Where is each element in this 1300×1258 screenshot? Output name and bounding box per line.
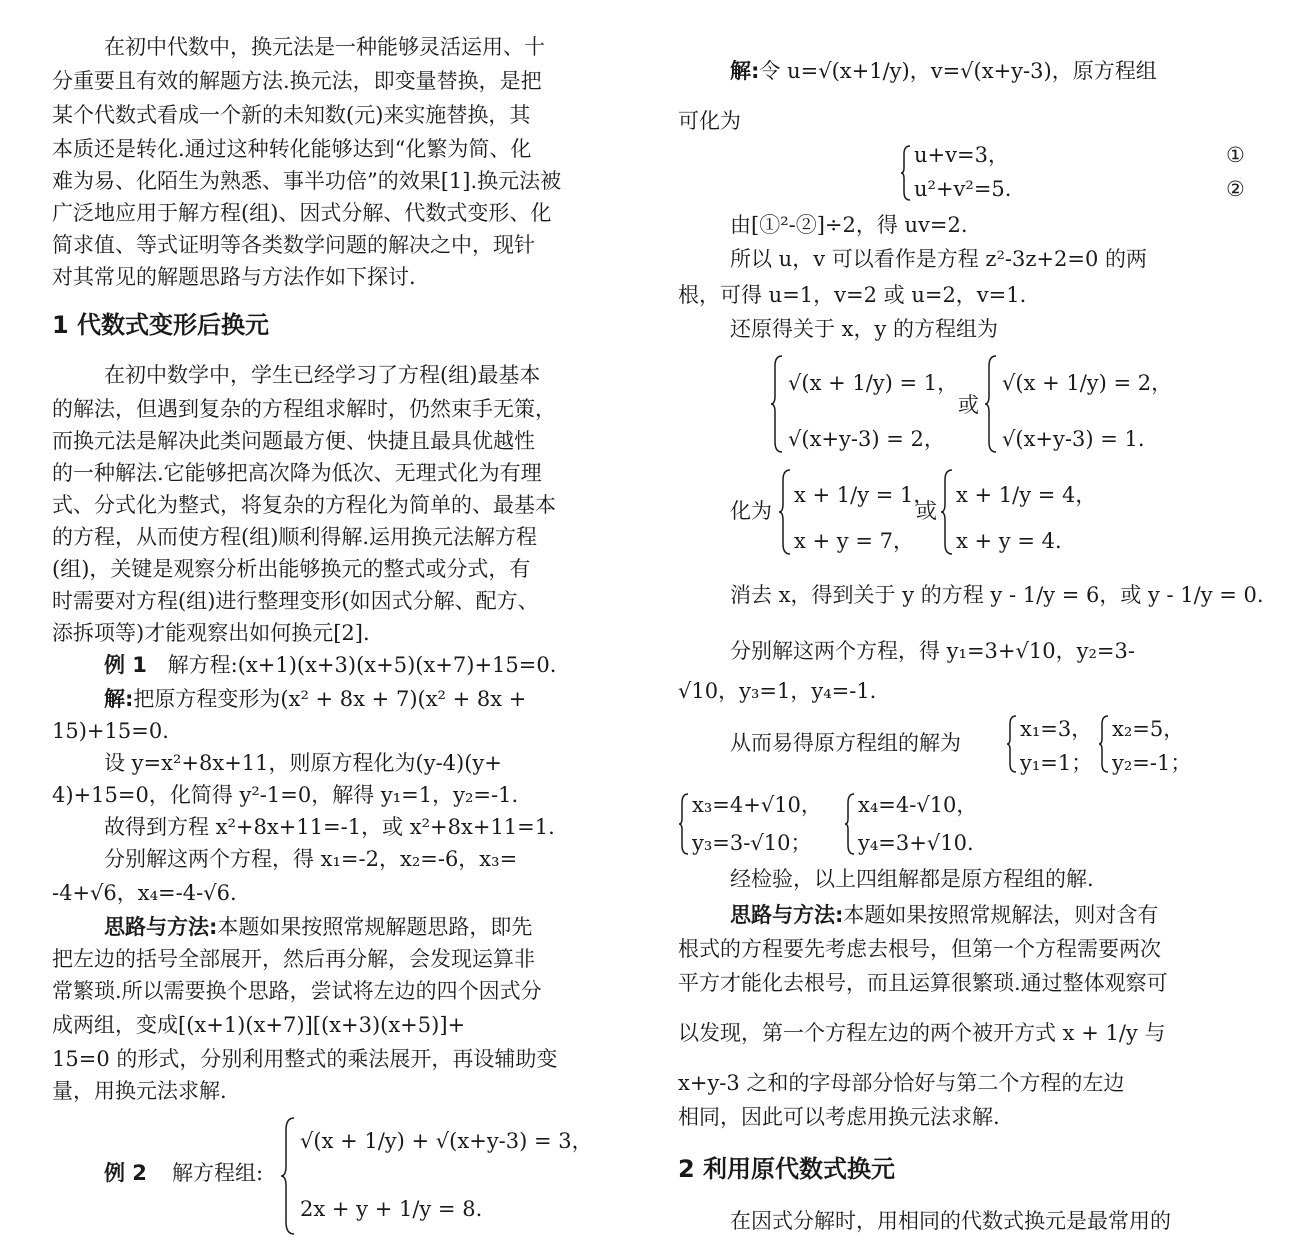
eliminate-line: 消去 x，得到关于 y 的方程 y - 1/y = 6，或 y - 1/y = 0. [730, 583, 1264, 607]
intro-line: 对其常见的解题思路与方法作如下探讨. [52, 265, 416, 289]
solution-1-line: 故得到方程 x²+8x+11=-1，或 x²+8x+11=1. [104, 815, 555, 839]
solve-line: √10，y₃=1，y₄=-1. [678, 679, 877, 703]
example-2-equation-2: 2x + y + 1/y = 8. [300, 1197, 483, 1221]
method-1-line: 成两组，变成[(x+1)(x+7)][(x+3)(x+5)]+ [52, 1013, 466, 1037]
example-2-equation-1: √(x + 1/y) + √(x+y-3) = 3， [300, 1129, 593, 1153]
solution-text: 令 u=√(x+1/y)，v=√(x+y-3)，原方程组 [759, 59, 1157, 83]
solution-y4: y₄=3+√10. [858, 831, 974, 855]
solution-x4: x₄=4-√10， [858, 793, 978, 817]
method-1-line: 把左边的括号全部展开，然后再分解，会发现运算非 [52, 947, 535, 971]
section-1-line: 式、分式化为整式，将复杂的方程化为简单的、最基本 [52, 493, 556, 517]
method-2-line: 平方才能化去根号，而且运算很繁琐.通过整体观察可 [678, 971, 1168, 995]
system-brace-icon [844, 792, 856, 856]
method-2-line: x+y-3 之和的字母部分恰好与第二个方程的左边 [678, 1071, 1125, 1095]
method-2-line [730, 902, 1158, 928]
case-3-equation-1: x + 1/y = 1， [794, 483, 935, 507]
method-2-line: 相同，因此可以考虑用换元法求解. [678, 1105, 1000, 1129]
or-label: 或 [916, 499, 937, 523]
intro-line: 难为易、化陌生为熟悉、事半功倍”的效果[1].换元法被 [52, 169, 562, 193]
method-1-line: 常繁琐.所以需要换个思路，尝试将左边的四个因式分 [52, 979, 542, 1003]
solution-x1: x₁=3， [1020, 717, 1093, 741]
example-2 [52, 1112, 630, 1242]
equation-number-2: ② [1226, 177, 1245, 201]
solution-y3: y₃=3-√10； [692, 831, 812, 855]
solution-label: 解: [730, 59, 760, 83]
uv-equation-1: u+v=3， [914, 143, 1009, 167]
case-1-equation-2: √(x+y-3) = 2， [788, 427, 945, 451]
derivation-line: 还原得关于 x，y 的方程组为 [730, 317, 999, 341]
system-brace-icon [1098, 714, 1110, 774]
case-1-equation-1: √(x + 1/y) = 1， [788, 371, 959, 395]
section-1-line: 时需要对方程(组)进行整理变形(如因式分解、配方、 [52, 589, 539, 613]
solution-1-line [104, 686, 526, 712]
section-1-line: 的方程，从而使方程(组)顺利得解.运用换元法解方程 [52, 525, 538, 549]
method-1-line [104, 914, 532, 940]
derivation-line: 所以 u，v 可以看作是方程 z²-3z+2=0 的两 [730, 247, 1148, 271]
intro-line: 简求值、等式证明等各类数学问题的解决之中，现针 [52, 233, 535, 257]
section-1-line: 添拆项等)才能观察出如何换元[2]. [52, 621, 370, 645]
intro-line: 在初中代数中，换元法是一种能够灵活运用、十 [104, 35, 545, 59]
section-1-line: 在初中数学中，学生已经学习了方程(组)最基本 [104, 363, 541, 387]
system-brace-icon [778, 468, 792, 556]
case-4-equation-1: x + 1/y = 4， [956, 483, 1097, 507]
system-brace-icon [900, 144, 912, 202]
solution-text: 把原方程变形为(x² + 8x + 7)(x² + 8x + [133, 687, 527, 711]
example-1-label: 例 1 [104, 653, 147, 677]
or-label: 或 [958, 393, 979, 417]
intro-line: 广泛地应用于解方程(组)、因式分解、代数式变形、化 [52, 201, 552, 225]
derivation-line: 根，可得 u=1，v=2 或 u=2，v=1. [678, 283, 1027, 307]
solution-1-line: 4)+15=0，化简得 y²-1=0，解得 y₁=1，y₂=-1. [52, 783, 519, 807]
solution-1-line: 15)+15=0. [52, 719, 169, 743]
method-2-line: 根式的方程要先考虑去根号，但第一个方程需要两次 [678, 937, 1161, 961]
solution-2-line [730, 58, 1157, 84]
method-2-line: 以发现，第一个方程左边的两个被开方式 x + 1/y 与 [678, 1021, 1166, 1045]
method-label: 思路与方法: [104, 915, 218, 939]
simplify-label: 化为 [730, 499, 772, 523]
solution-label: 解: [104, 687, 134, 711]
method-label: 思路与方法: [730, 903, 844, 927]
example-2-label: 例 2 [104, 1161, 147, 1185]
solution-x3: x₃=4+√10， [692, 793, 822, 817]
result-label: 从而易得原方程组的解为 [730, 731, 961, 755]
intro-line: 某个代数式看成一个新的未知数(元)来实施替换，其 [52, 103, 531, 127]
check-line: 经检验，以上四组解都是原方程组的解. [730, 867, 1094, 891]
system-brace-icon [770, 354, 784, 454]
method-text: 本题如果按照常规解题思路，即先 [217, 915, 533, 939]
system-brace-icon [984, 354, 998, 454]
result-row-1 [678, 712, 1256, 776]
intro-line: 分重要且有效的解题方法.换元法，即变量替换，是把 [52, 69, 542, 93]
solve-line: 分别解这两个方程，得 y₁=3+√10，y₂=3- [730, 639, 1135, 663]
simplified-systems [678, 466, 1256, 558]
uv-system [678, 140, 1256, 204]
section-2-line: 在因式分解时，用相同的代数式换元是最常用的 [730, 1209, 1171, 1233]
equation-number-1: ① [1226, 143, 1245, 167]
case-4-equation-2: x + y = 4. [956, 529, 1062, 553]
solution-x2: x₂=5， [1112, 717, 1185, 741]
solution-y2: y₂=-1； [1112, 751, 1192, 775]
result-row-2 [678, 790, 1256, 858]
system-brace-icon [280, 1116, 296, 1236]
solution-2-line: 可化为 [678, 109, 741, 133]
example-1-text: 解方程:(x+1)(x+3)(x+5)(x+7)+15=0. [167, 653, 557, 677]
case-2-equation-1: √(x + 1/y) = 2， [1002, 371, 1173, 395]
case-3-equation-2: x + y = 7， [794, 529, 914, 553]
example-1 [104, 652, 556, 678]
solution-1-line: 分别解这两个方程，得 x₁=-2，x₂=-6，x₃= [104, 847, 518, 871]
section-1-line: 的解法，但遇到复杂的方程组求解时，仍然束手无策， [52, 397, 556, 421]
system-brace-icon [678, 792, 690, 856]
section-2-heading: 2 利用原代数式换元 [678, 1155, 896, 1183]
section-1-line: (组)，关键是观察分析出能够换元的整式或分式，有 [52, 557, 531, 581]
section-1-heading: 1 代数式变形后换元 [52, 311, 270, 339]
uv-equation-2: u²+v²=5. [914, 177, 1012, 201]
section-1-line: 而换元法是解决此类问题最方便、快捷且最具优越性 [52, 429, 535, 453]
method-text: 本题如果按照常规解法，则对含有 [843, 903, 1159, 927]
method-1-line: 15=0 的形式，分别利用整式的乘法展开，再设辅助变 [52, 1047, 558, 1071]
method-1-line: 量，用换元法求解. [52, 1079, 227, 1103]
solution-1-line: -4+√6，x₄=-4-√6. [52, 881, 237, 905]
example-2-text: 解方程组: [172, 1161, 264, 1185]
restored-systems [678, 352, 1256, 456]
system-brace-icon [940, 468, 954, 556]
section-1-line: 的一种解法.它能够把高次降为低次、无理式化为有理 [52, 461, 542, 485]
intro-line: 本质还是转化.通过这种转化能够达到“化繁为简、化 [52, 137, 532, 161]
system-brace-icon [1006, 714, 1018, 774]
solution-1-line: 设 y=x²+8x+11，则原方程化为(y-4)(y+ [104, 751, 502, 775]
solution-y1: y₁=1； [1020, 751, 1093, 775]
derivation-line: 由[①²-②]÷2，得 uv=2. [730, 213, 968, 237]
case-2-equation-2: √(x+y-3) = 1. [1002, 427, 1145, 451]
